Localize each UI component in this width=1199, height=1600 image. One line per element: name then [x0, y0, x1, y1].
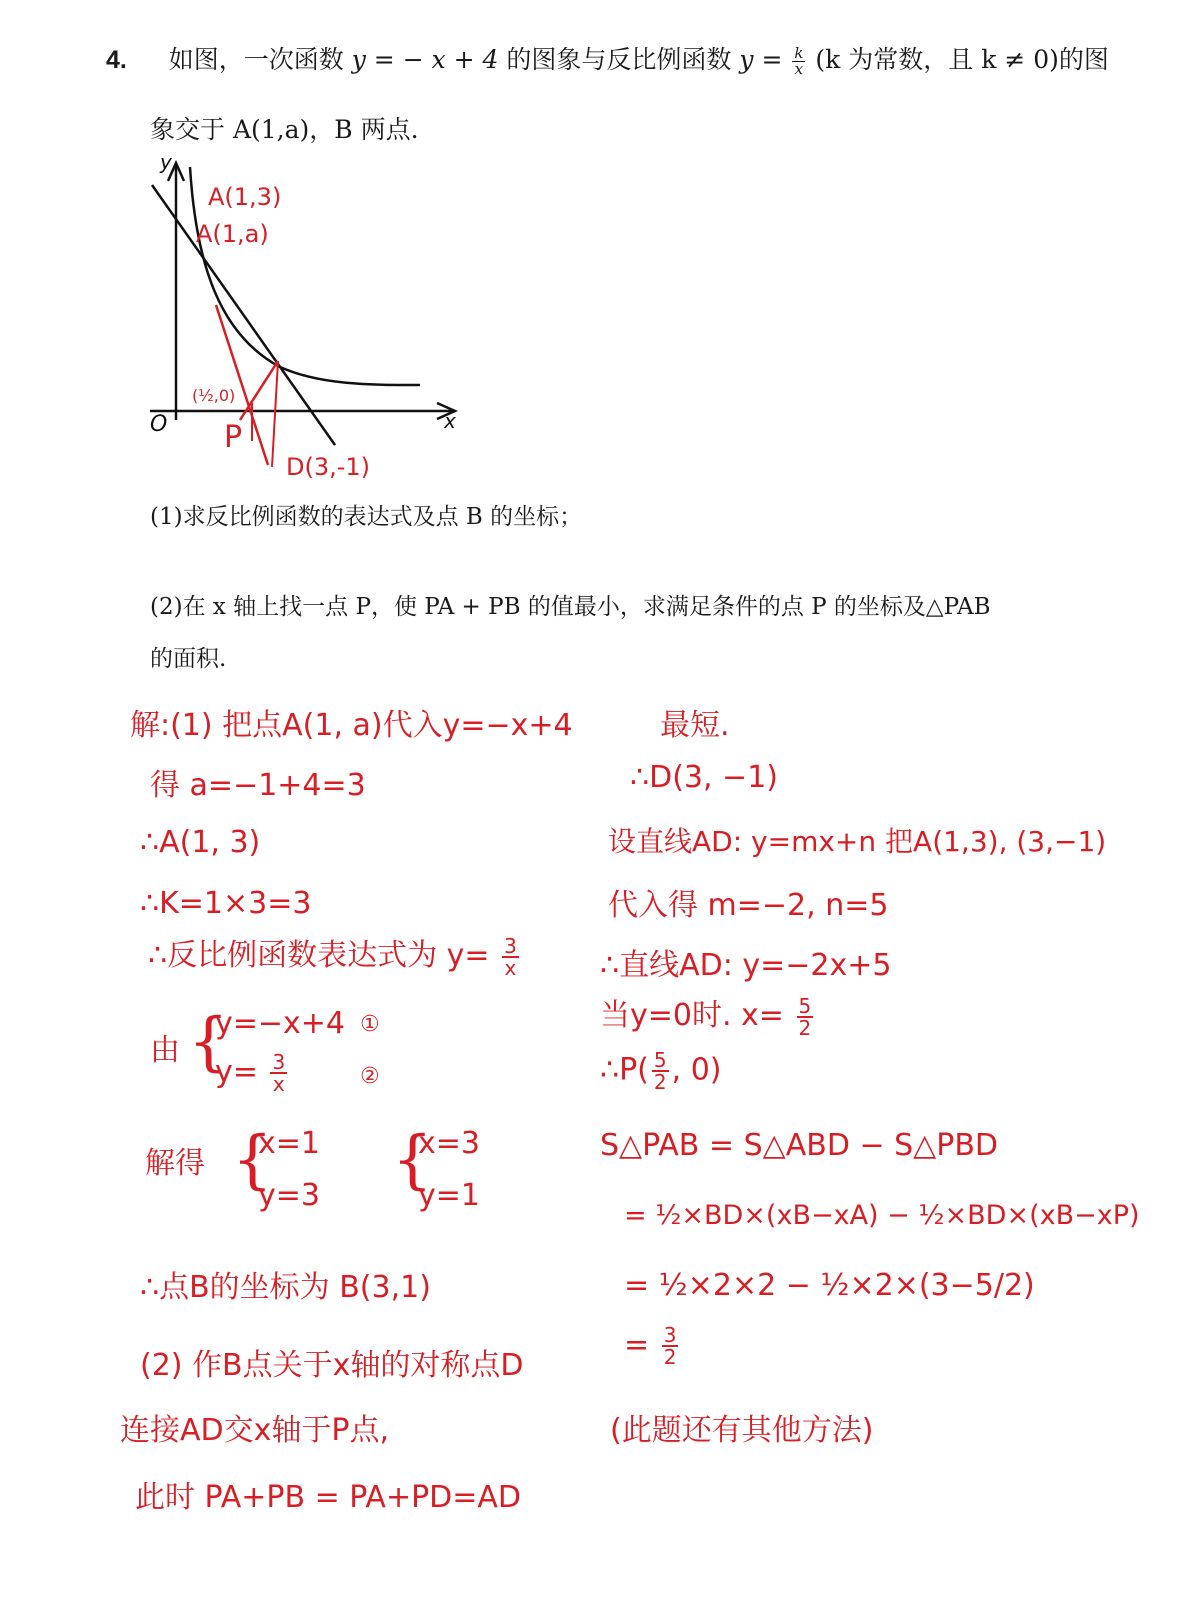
point-p-open: ∴P(	[600, 1052, 649, 1088]
label-half: (½,0)	[192, 386, 236, 405]
x-intercept-den: 2	[798, 1015, 812, 1040]
sol-right-line-3: 设直线AD: y=mx+n 把A(1,3), (3,−1)	[608, 825, 1107, 858]
question-1: (1)求反比例函数的表达式及点 B 的坐标；	[150, 504, 583, 530]
x-intercept-num: 5	[798, 993, 812, 1018]
label-a-1-3: A(1,3)	[208, 183, 282, 211]
y-axis	[168, 163, 184, 420]
point-p-den: 2	[653, 1070, 667, 1094]
inverse-function-lhs: y =	[739, 45, 783, 74]
sol-left-line-2: 得 a=−1+4=3	[150, 768, 366, 803]
solution-1-y: y=3	[258, 1178, 320, 1213]
problem-line-2: 象交于 A(1,a)，B 两点.	[150, 115, 419, 144]
sol-right-line-11	[624, 1325, 681, 1367]
point-p-fraction	[652, 1050, 669, 1092]
problem-number: 4.	[106, 46, 127, 74]
x-axis-label: x	[444, 409, 456, 433]
sol-right-line-1: 最短.	[660, 708, 730, 743]
linear-function: y = − x + 4	[351, 45, 499, 74]
frac-numerator: k	[794, 44, 804, 62]
x-axis	[150, 403, 455, 419]
question-2-line-2: 的面积.	[150, 646, 227, 672]
function-graph	[130, 145, 470, 490]
system-mark-2: ②	[360, 1064, 380, 1089]
sol-left-point-b: ∴点B的坐标为 B(3,1)	[140, 1270, 431, 1305]
solution-1-brace: {	[232, 1123, 273, 1197]
sol-left-connect: 连接AD交x轴于P点,	[120, 1413, 390, 1448]
system-eq-2-den: x	[272, 1072, 285, 1096]
system-brace: {	[188, 1005, 229, 1079]
x-intercept-text: 当y=0时. x=	[600, 998, 784, 1033]
origin-label: O	[150, 412, 168, 437]
problem-line-1	[106, 40, 1109, 77]
area-num: 3	[663, 1323, 677, 1347]
system-mark-1: ①	[360, 1012, 380, 1037]
frac-denominator: x	[794, 60, 804, 78]
solution-1-x: x=1	[258, 1126, 320, 1161]
area-fraction	[662, 1325, 679, 1367]
area-den: 2	[663, 1345, 677, 1369]
system-eq-1: y=−x+4	[215, 1006, 346, 1041]
sol-left-now: 此时 PA+PB = PA+PD=AD	[135, 1480, 522, 1515]
area-equals: =	[624, 1327, 650, 1363]
sol-right-line-9: = ½×BD×(xB−xA) − ½×BD×(xB−xP)	[624, 1200, 1140, 1231]
solve-lead: 解得	[145, 1146, 205, 1181]
problem-text-c: (k 为常数，且 k ≠ 0)的图	[815, 45, 1109, 74]
sol-right-line-2: ∴D(3, −1)	[630, 760, 778, 795]
question-2-line-1: (2)在 x 轴上找一点 P，使 PA + PB 的值最小，求满足条件的点 P 的坐标及△PAB	[150, 594, 991, 620]
system-eq-2-fraction	[270, 1052, 287, 1094]
sol-left-part-2: (2) 作B点关于x轴的对称点D	[140, 1348, 524, 1383]
sol-left-line-1: 解:(1) 把点A(1, a)代入y=−x+4	[130, 708, 573, 743]
inverse-expr-num: 3	[504, 933, 517, 958]
system-lead: 由	[150, 1033, 180, 1068]
solution-2-brace: {	[392, 1123, 433, 1197]
inverse-expr-den: x	[504, 955, 517, 980]
solution-2-y: y=1	[418, 1178, 480, 1213]
x-intercept-fraction	[797, 993, 814, 1040]
point-p-close: , 0)	[671, 1052, 722, 1088]
sol-right-line-8: S△PAB = S△ABD − S△PBD	[600, 1128, 999, 1163]
label-a-1-a: A(1,a)	[196, 220, 269, 248]
system-eq-2	[215, 1052, 290, 1094]
sol-right-line-4: 代入得 m=−2, n=5	[608, 888, 889, 923]
solution-2-x: x=3	[418, 1126, 480, 1161]
sol-right-line-7	[600, 1050, 722, 1092]
inverse-expr-fraction	[502, 933, 519, 980]
sol-right-line-5: ∴直线AD: y=−2x+5	[600, 948, 892, 983]
system-eq-2-lhs: y=	[215, 1054, 258, 1090]
label-d: D(3,-1)	[286, 453, 371, 481]
inverse-function-fraction	[792, 46, 805, 77]
system-eq-2-num: 3	[272, 1050, 286, 1074]
sol-left-line-4: ∴K=1×3=3	[140, 886, 312, 921]
sol-left-line-5	[148, 930, 522, 978]
sol-right-line-6	[600, 990, 816, 1038]
problem-text-b: 的图象与反比例函数	[506, 45, 732, 74]
inverse-expr-text: ∴反比例函数表达式为 y=	[148, 938, 490, 973]
problem-text-a: 如图，一次函数	[168, 45, 344, 74]
y-axis-label: y	[160, 150, 172, 174]
sol-left-line-3: ∴A(1, 3)	[140, 825, 261, 860]
sol-right-note: (此题还有其他方法)	[610, 1413, 874, 1448]
point-p-num: 5	[653, 1048, 667, 1072]
sol-right-line-10: = ½×2×2 − ½×2×(3−5/2)	[624, 1268, 1035, 1303]
label-p: P	[224, 420, 243, 455]
